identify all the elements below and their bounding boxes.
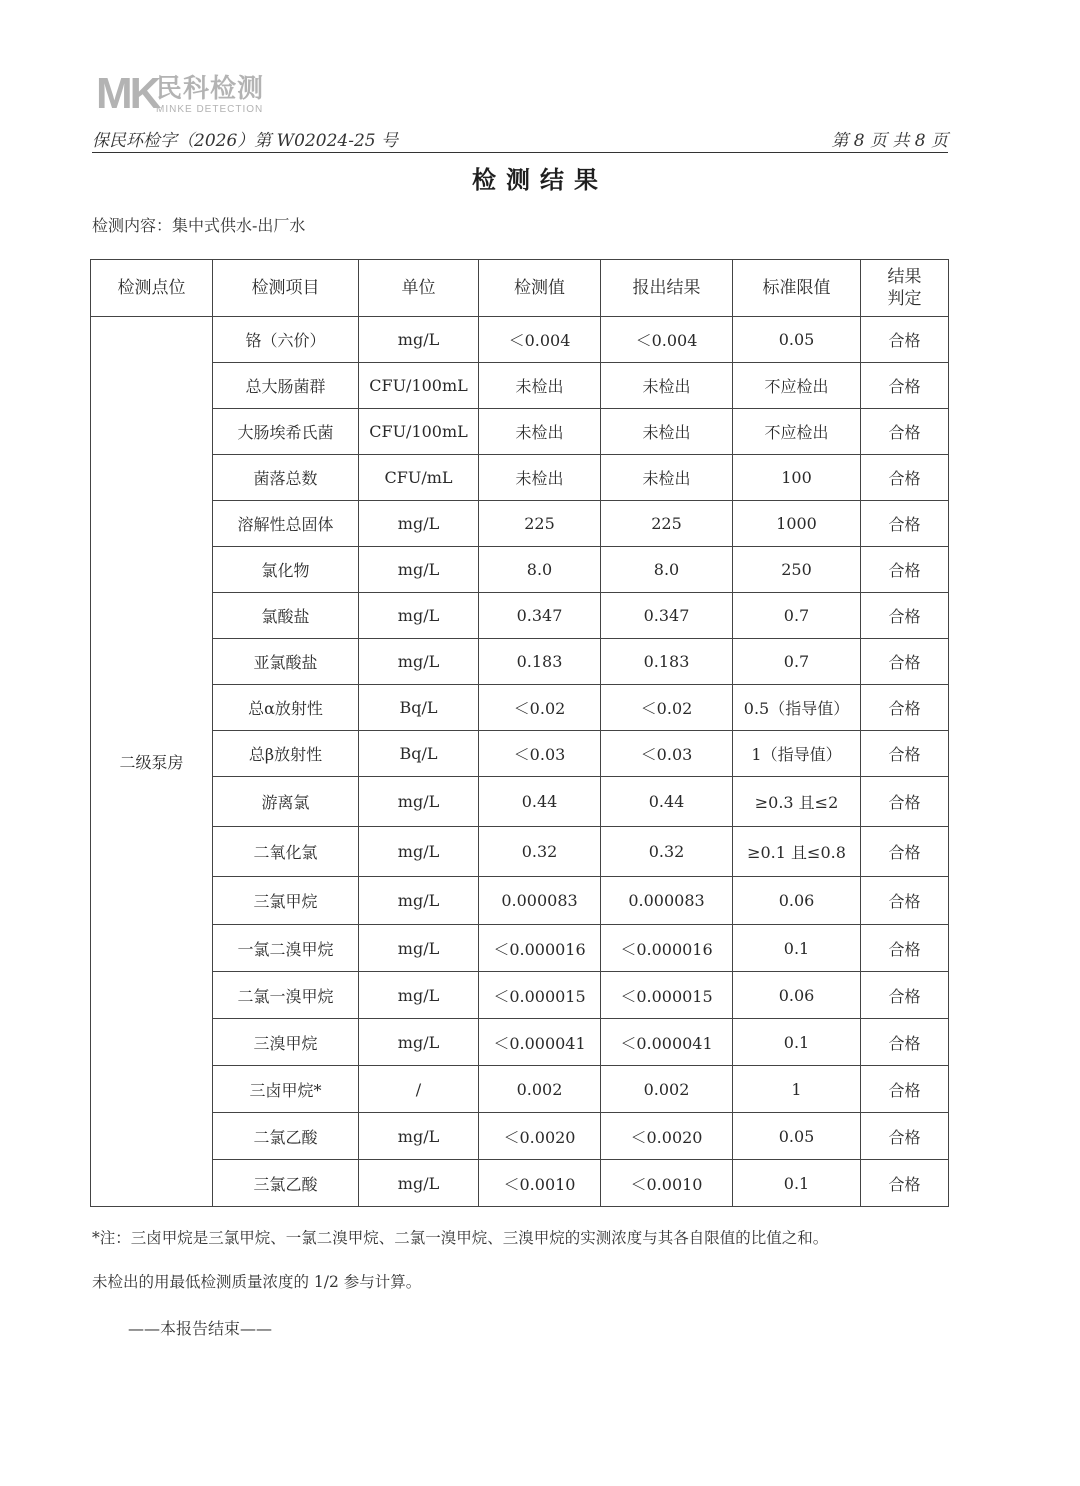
cell-item: 三溴甲烷 <box>213 1019 359 1066</box>
table-row <box>91 501 949 547</box>
logo-name-en: MINKE DETECTION <box>156 104 264 115</box>
cell-unit: CFU/mL <box>359 455 479 501</box>
test-content-label: 检测内容：集中式供水-出厂水 <box>92 216 306 235</box>
table-row <box>91 409 949 455</box>
cell-value: ＜0.02 <box>479 685 601 731</box>
cell-item: 大肠埃希氏菌 <box>213 409 359 455</box>
cell-value: ＜0.004 <box>479 317 601 363</box>
cell-item: 三氯甲烷 <box>213 877 359 925</box>
table-row <box>91 1113 949 1160</box>
cell-verdict: 合格 <box>861 317 949 363</box>
header-verdict-line2: 判定 <box>887 289 922 309</box>
cell-verdict: 合格 <box>861 1066 949 1113</box>
header-verdict-line1: 结果 <box>887 267 922 287</box>
cell-value: 0.32 <box>479 827 601 877</box>
cell-verdict: 合格 <box>861 685 949 731</box>
cell-unit: mg/L <box>359 547 479 593</box>
cell-limit: 0.1 <box>733 925 861 972</box>
cell-reported: 0.44 <box>601 777 733 827</box>
cell-unit: Bq/L <box>359 685 479 731</box>
cell-item: 铬（六价） <box>213 317 359 363</box>
cell-item: 总大肠菌群 <box>213 363 359 409</box>
cell-limit: 1（指导值） <box>733 731 861 777</box>
cell-unit: mg/L <box>359 925 479 972</box>
table-row <box>91 547 949 593</box>
cell-value: 0.44 <box>479 777 601 827</box>
table-row <box>91 455 949 501</box>
cell-reported: 未检出 <box>601 455 733 501</box>
table-row <box>91 1160 949 1207</box>
cell-item: 一氯二溴甲烷 <box>213 925 359 972</box>
cell-limit: ≥0.1 且≤0.8 <box>733 827 861 877</box>
report-number: 保民环检字（2026）第 W02024-25 号 <box>92 131 398 151</box>
cell-verdict: 合格 <box>861 1019 949 1066</box>
cell-item: 亚氯酸盐 <box>213 639 359 685</box>
cell-verdict: 合格 <box>861 827 949 877</box>
results-table <box>90 259 949 1207</box>
footnote-line-1: *注：三卤甲烷是三氯甲烷、一氯二溴甲烷、二氯一溴甲烷、三溴甲烷的实测浓度与其各自限值的比值之和。 <box>92 1229 829 1247</box>
header-limit: 标准限值 <box>733 260 861 317</box>
cell-value: 未检出 <box>479 455 601 501</box>
cell-item: 三卤甲烷* <box>213 1066 359 1113</box>
cell-verdict: 合格 <box>861 363 949 409</box>
cell-verdict: 合格 <box>861 877 949 925</box>
cell-location: 二级泵房 <box>91 317 213 1207</box>
table-row <box>91 827 949 877</box>
cell-verdict: 合格 <box>861 501 949 547</box>
cell-reported: 0.002 <box>601 1066 733 1113</box>
cell-item: 二氧化氯 <box>213 827 359 877</box>
cell-limit: ≥0.3 且≤2 <box>733 777 861 827</box>
cell-limit: 0.7 <box>733 593 861 639</box>
header-item: 检测项目 <box>213 260 359 317</box>
cell-unit: mg/L <box>359 593 479 639</box>
cell-reported: 未检出 <box>601 409 733 455</box>
cell-unit: mg/L <box>359 1160 479 1207</box>
cell-limit: 0.1 <box>733 1160 861 1207</box>
table-row <box>91 877 949 925</box>
cell-unit: mg/L <box>359 501 479 547</box>
table-row <box>91 685 949 731</box>
cell-unit: CFU/100mL <box>359 363 479 409</box>
cell-item: 二氯一溴甲烷 <box>213 972 359 1019</box>
cell-limit: 不应检出 <box>733 363 861 409</box>
cell-item: 总α放射性 <box>213 685 359 731</box>
cell-reported: ＜0.000016 <box>601 925 733 972</box>
cell-item: 菌落总数 <box>213 455 359 501</box>
cell-reported: 未检出 <box>601 363 733 409</box>
cell-value: 8.0 <box>479 547 601 593</box>
page-number: 第 8 页 共 8 页 <box>831 131 948 151</box>
cell-limit: 0.05 <box>733 1113 861 1160</box>
cell-reported: ＜0.004 <box>601 317 733 363</box>
company-logo <box>96 70 296 120</box>
cell-unit: mg/L <box>359 1113 479 1160</box>
cell-item: 氯酸盐 <box>213 593 359 639</box>
cell-verdict: 合格 <box>861 409 949 455</box>
table-header-row <box>91 260 949 317</box>
cell-value: 0.347 <box>479 593 601 639</box>
cell-value: 未检出 <box>479 409 601 455</box>
header-reported: 报出结果 <box>601 260 733 317</box>
table-row <box>91 925 949 972</box>
cell-limit: 0.05 <box>733 317 861 363</box>
logo-name-cn: 民科检测 <box>156 74 265 104</box>
cell-limit: 100 <box>733 455 861 501</box>
cell-unit: mg/L <box>359 972 479 1019</box>
cell-unit: mg/L <box>359 1019 479 1066</box>
cell-unit: mg/L <box>359 877 479 925</box>
table-row <box>91 972 949 1019</box>
cell-verdict: 合格 <box>861 1113 949 1160</box>
cell-limit: 250 <box>733 547 861 593</box>
table-row <box>91 777 949 827</box>
cell-value: ＜0.0010 <box>479 1160 601 1207</box>
cell-reported: 0.000083 <box>601 877 733 925</box>
cell-unit: mg/L <box>359 639 479 685</box>
table-row <box>91 731 949 777</box>
table-row <box>91 1066 949 1113</box>
cell-unit: mg/L <box>359 827 479 877</box>
table-row <box>91 639 949 685</box>
cell-limit: 1000 <box>733 501 861 547</box>
cell-reported: ＜0.000041 <box>601 1019 733 1066</box>
cell-value: ＜0.0020 <box>479 1113 601 1160</box>
cell-limit: 0.7 <box>733 639 861 685</box>
cell-reported: ＜0.000015 <box>601 972 733 1019</box>
cell-value: 0.000083 <box>479 877 601 925</box>
report-end-marker: ——本报告结束—— <box>128 1319 273 1338</box>
cell-verdict: 合格 <box>861 972 949 1019</box>
cell-verdict: 合格 <box>861 777 949 827</box>
cell-limit: 0.5（指导值） <box>733 685 861 731</box>
table-row <box>91 317 949 363</box>
cell-value: ＜0.03 <box>479 731 601 777</box>
cell-reported: ＜0.02 <box>601 685 733 731</box>
cell-verdict: 合格 <box>861 547 949 593</box>
header-value: 检测值 <box>479 260 601 317</box>
cell-reported: 225 <box>601 501 733 547</box>
cell-verdict: 合格 <box>861 455 949 501</box>
cell-reported: 0.32 <box>601 827 733 877</box>
table-row <box>91 1019 949 1066</box>
cell-reported: ＜0.03 <box>601 731 733 777</box>
cell-limit: 0.06 <box>733 972 861 1019</box>
cell-limit: 不应检出 <box>733 409 861 455</box>
cell-unit: Bq/L <box>359 731 479 777</box>
header-unit: 单位 <box>359 260 479 317</box>
report-header <box>92 126 948 153</box>
logo-mark: MK <box>96 69 159 118</box>
cell-value: ＜0.000041 <box>479 1019 601 1066</box>
cell-limit: 0.1 <box>733 1019 861 1066</box>
cell-unit: mg/L <box>359 317 479 363</box>
cell-value: 225 <box>479 501 601 547</box>
cell-verdict: 合格 <box>861 639 949 685</box>
cell-value: 0.183 <box>479 639 601 685</box>
cell-value: ＜0.000016 <box>479 925 601 972</box>
cell-limit: 1 <box>733 1066 861 1113</box>
cell-reported: 0.347 <box>601 593 733 639</box>
table-row <box>91 593 949 639</box>
footnote-line-2: 未检出的用最低检测质量浓度的 1/2 参与计算。 <box>92 1273 422 1291</box>
header-location: 检测点位 <box>91 260 213 317</box>
cell-unit: mg/L <box>359 777 479 827</box>
cell-item: 溶解性总固体 <box>213 501 359 547</box>
cell-item: 二氯乙酸 <box>213 1113 359 1160</box>
cell-verdict: 合格 <box>861 593 949 639</box>
cell-unit: CFU/100mL <box>359 409 479 455</box>
page-title: 检测结果 <box>472 166 608 194</box>
cell-limit: 0.06 <box>733 877 861 925</box>
cell-reported: 8.0 <box>601 547 733 593</box>
cell-reported: ＜0.0010 <box>601 1160 733 1207</box>
cell-item: 氯化物 <box>213 547 359 593</box>
cell-item: 总β放射性 <box>213 731 359 777</box>
cell-item: 游离氯 <box>213 777 359 827</box>
cell-value: 0.002 <box>479 1066 601 1113</box>
cell-verdict: 合格 <box>861 1160 949 1207</box>
cell-value: 未检出 <box>479 363 601 409</box>
cell-value: ＜0.000015 <box>479 972 601 1019</box>
cell-reported: ＜0.0020 <box>601 1113 733 1160</box>
cell-reported: 0.183 <box>601 639 733 685</box>
cell-item: 三氯乙酸 <box>213 1160 359 1207</box>
header-verdict <box>861 260 949 317</box>
cell-verdict: 合格 <box>861 925 949 972</box>
table-row <box>91 363 949 409</box>
cell-verdict: 合格 <box>861 731 949 777</box>
cell-unit: / <box>359 1066 479 1113</box>
